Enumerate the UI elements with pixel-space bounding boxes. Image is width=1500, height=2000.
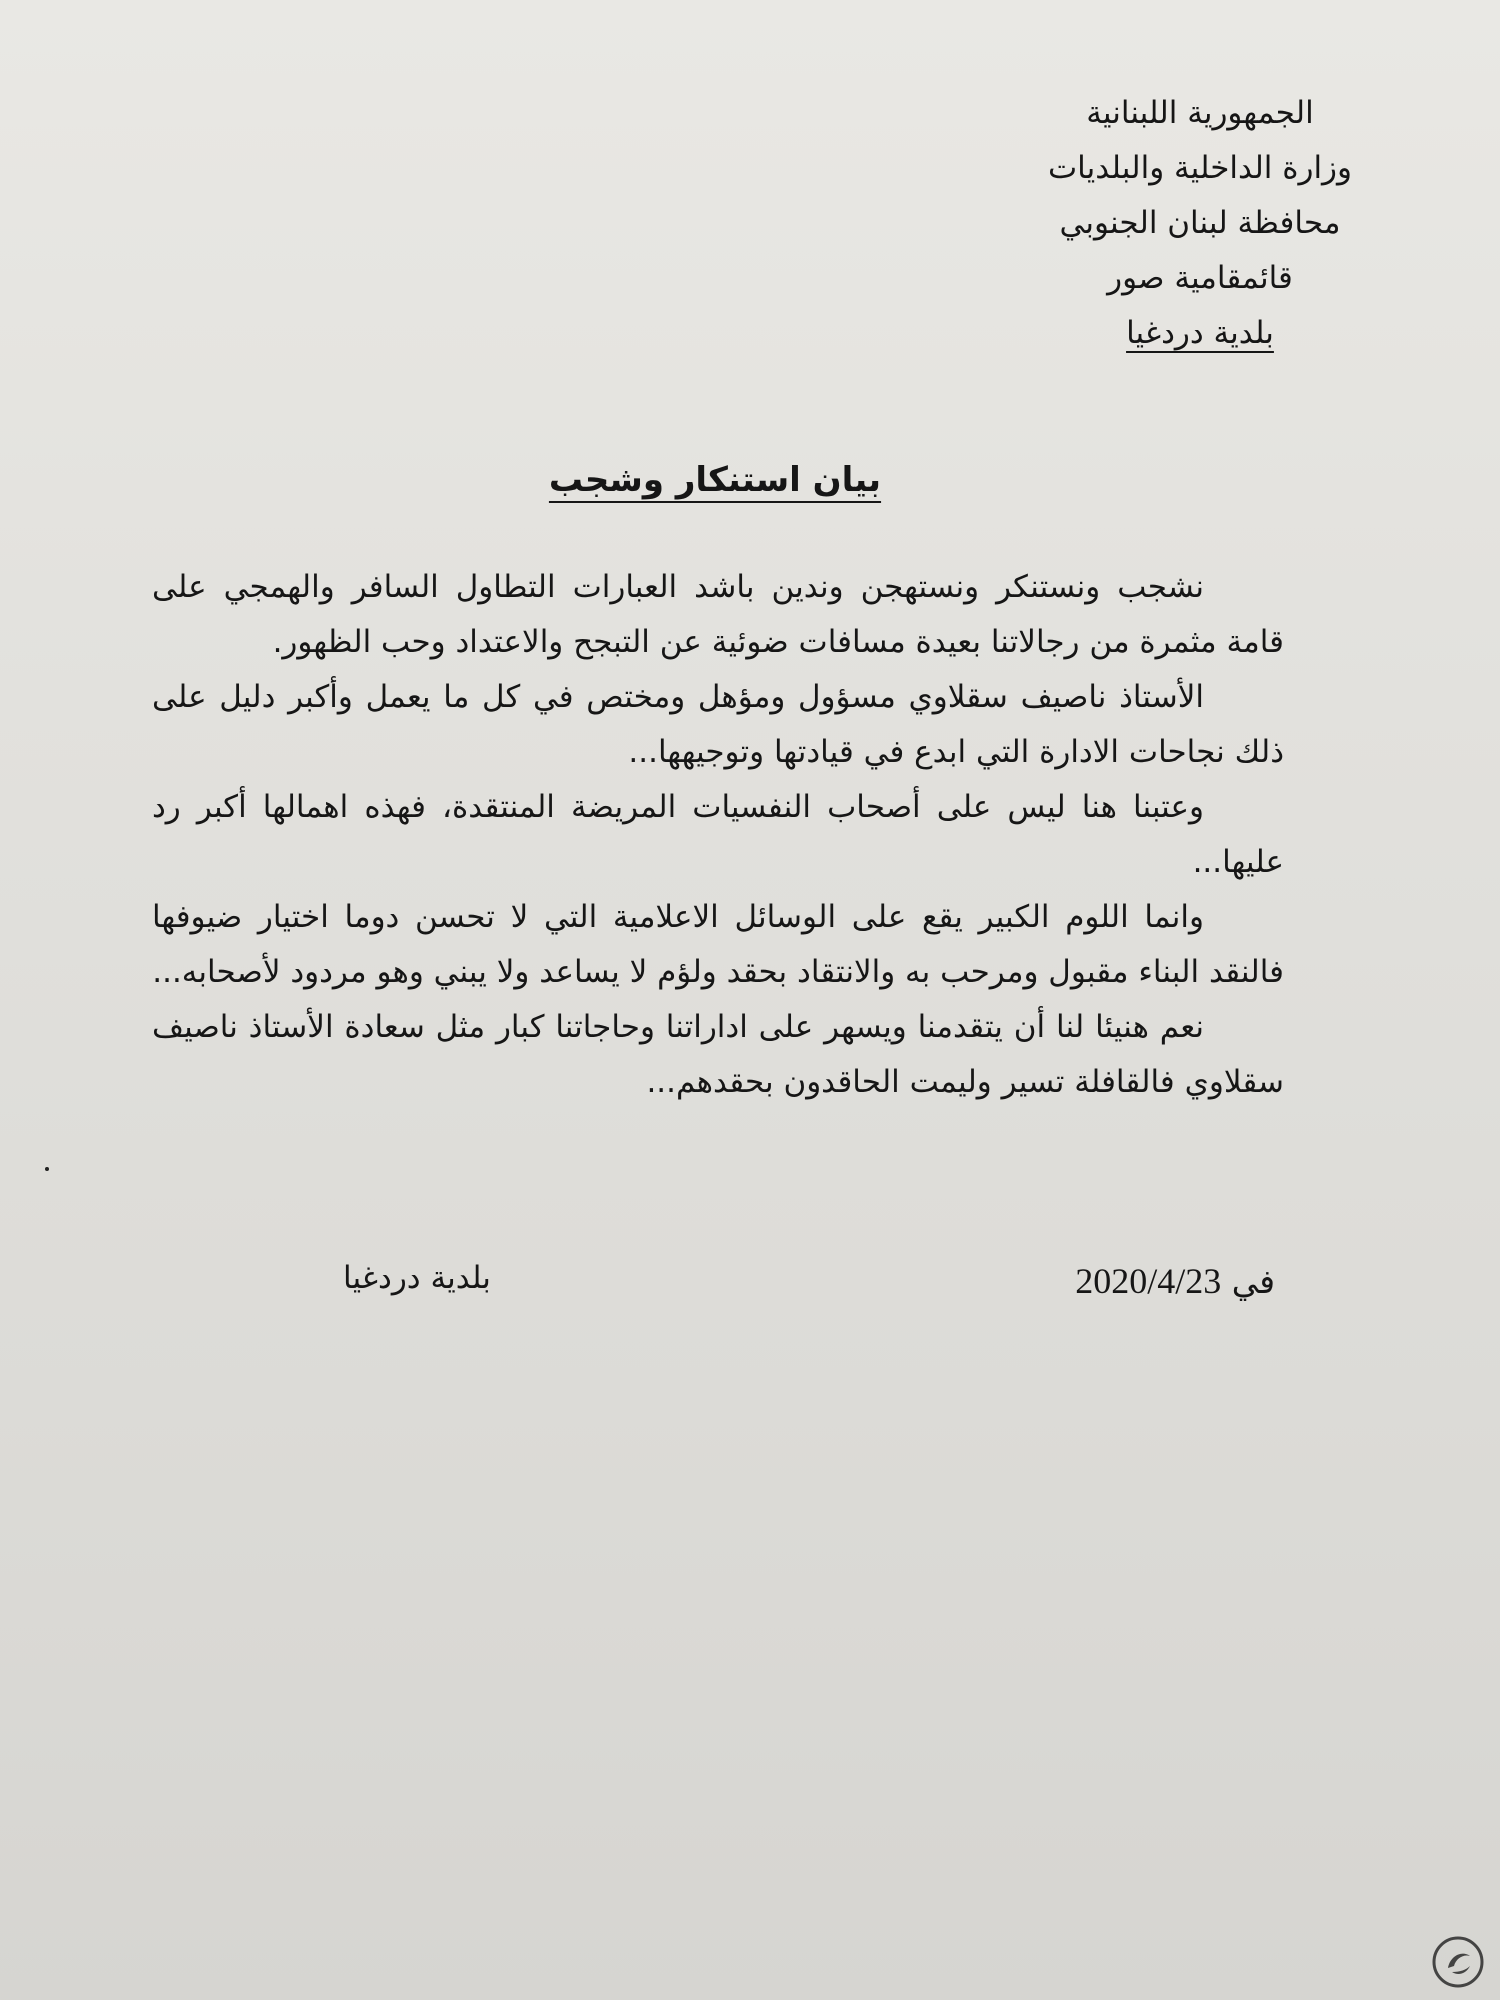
paragraph-4: وانما اللوم الكبير يقع على الوسائل الاعلامية التي لا تحسن دوما اختيار ضيوفها فالنقد البناء مقبول ومرحب به والانتقاد بحقد ولؤم لا يساعد ولا يبني وهو مردود لأصحابه... <box>152 899 1284 990</box>
paragraph-2: الأستاذ ناصيف سقلاوي مسؤول ومؤهل ومختص في كل ما يعمل وأكبر دليل على ذلك نجاحات الادارة التي ابدع في قيادتها وتوجيهها... <box>152 679 1284 770</box>
watermark-logo-icon <box>1430 1934 1486 1990</box>
letterhead-district: قائمقامية صور <box>1107 260 1293 296</box>
letterhead-ministry: وزارة الداخلية والبلديات <box>1048 150 1352 186</box>
statement-title: بيان استنكار وشجب <box>548 460 882 500</box>
paragraph-3: وعتبنا هنا ليس على أصحاب النفسيات المريضة المنتقدة، فهذه اهمالها أكبر رد عليها... <box>152 789 1284 880</box>
letterhead-municipality: بلدية دردغيا <box>1126 315 1274 351</box>
statement-body <box>152 560 1284 1110</box>
stray-ink-dot <box>45 1167 49 1171</box>
date-line <box>1075 1260 1275 1302</box>
date-value: 2020/4/23 <box>1075 1261 1222 1301</box>
date-prefix: في <box>1231 1262 1275 1301</box>
paragraph-1: نشجب ونستنكر ونستهجن وندين باشد العبارات التطاول السافر والهمجي على قامة مثمرة من رجالاتنا بعيدة مسافات ضوئية عن التبجح والاعتداد وحب الظهور. <box>152 569 1284 660</box>
letterhead-governorate: محافظة لبنان الجنوبي <box>1059 205 1341 241</box>
paragraph-5: نعم هنيئا لنا أن يتقدمنا ويسهر على اداراتنا وحاجاتنا كبار مثل سعادة الأستاذ ناصيف سقلاوي فالقافلة تسير وليمت الحاقدون بحقدهم... <box>152 1009 1284 1100</box>
signature-municipality: بلدية دردغيا <box>343 1260 491 1296</box>
letterhead <box>990 86 1410 361</box>
letterhead-republic: الجمهورية اللبنانية <box>1086 95 1314 131</box>
